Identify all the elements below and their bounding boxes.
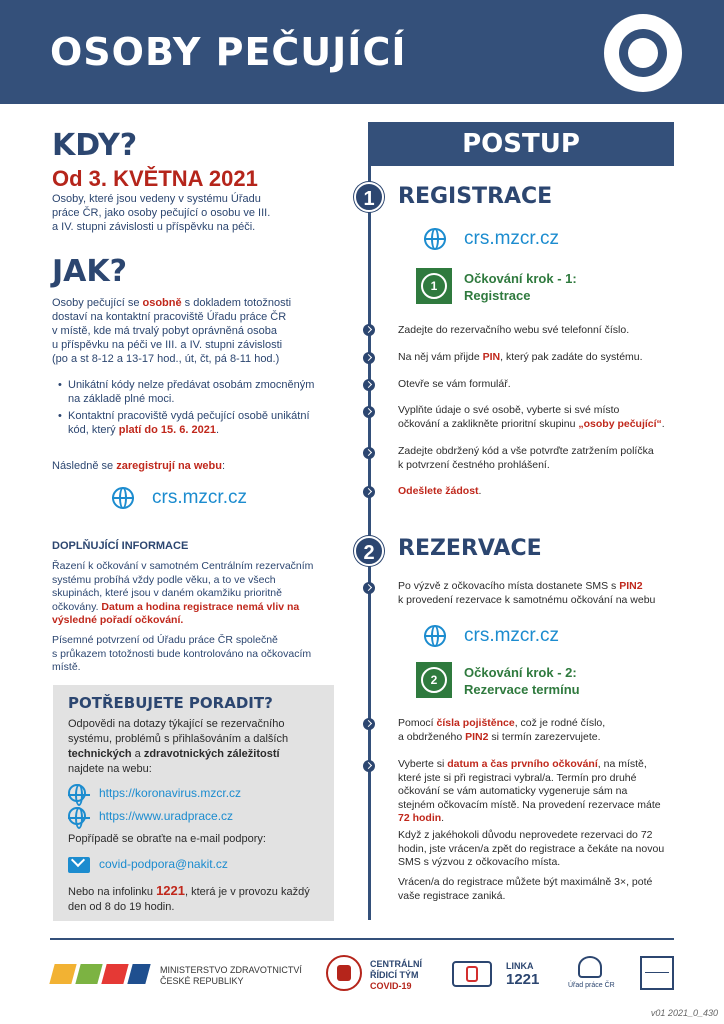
info-line: výsledné pořadí očkování. <box>52 614 184 626</box>
mpsv-logo-icon <box>640 956 674 990</box>
step-number-2: 2 <box>354 536 384 566</box>
globe-icon <box>112 487 134 514</box>
crs-link-registrace[interactable]: crs.mzcr.cz <box>464 228 559 249</box>
header-banner <box>0 0 724 104</box>
kdy-text <box>52 192 342 234</box>
help-text: Odpovědi na dotazy týkající se rezervačního systému, problémů s přihlašováním a dalších technických a zdravotnických záležitostí najdete na webu: <box>68 718 289 775</box>
bullet-item: • Kontaktní pracoviště vydá pečující osobě unikátní kód, který platí do 15. 6. 2021. <box>58 410 310 436</box>
info-text <box>52 560 347 628</box>
step-text: Na něj vám přijde PIN, který pak zadáte do systému. <box>398 351 643 363</box>
step-number-1: 1 <box>354 182 384 212</box>
step-bullet <box>363 447 375 459</box>
up-logo-text: Úřad práce ČR <box>568 982 615 989</box>
globe-icon <box>424 625 446 652</box>
kdy-line: práce ČR, jako osoby pečující o osobu ve III. <box>52 207 271 219</box>
mz-logo-icon <box>52 962 148 986</box>
support-email-link[interactable]: covid-podpora@nakit.cz <box>99 857 228 871</box>
step-bullet <box>363 582 375 594</box>
kdy-line: Osoby, které jsou vedeny v systému Úřadu <box>52 193 261 205</box>
crs-link-left[interactable]: crs.mzcr.cz <box>152 487 247 508</box>
info-line: skupinách, které jsou v daném okamžiku prioritně <box>52 587 282 599</box>
info-line: Řazení k očkování v samotném Centrálním rezervačním <box>52 560 314 572</box>
footer-divider <box>50 938 674 940</box>
crs-link-rezervace[interactable]: crs.mzcr.cz <box>464 625 559 646</box>
step-bullet <box>363 718 375 730</box>
step-text: Zadejte do rezervačního webu své telefonní číslo. <box>398 324 630 336</box>
step-text: Odešlete žádost. <box>398 485 482 497</box>
info-text-2: Písemné potvrzení od Úřadu práce ČR společně s průkazem totožnosti bude kontrolováno na očkovacím místě. <box>52 634 312 673</box>
help-title: POTŘEBUJETE PORADIT? <box>68 694 273 712</box>
step-text: Pomocí čísla pojištěnce, což je rodné číslo, a obdrženého PIN2 si termín zarezervujete. <box>398 717 606 743</box>
step-bullet <box>363 352 375 364</box>
step-text: Po výzvě z očkovacího místa dostanete SMS s PIN2 k provedení rezervace k samotnému očkování na webu <box>398 580 656 606</box>
rezervace-heading: REZERVACE <box>398 536 542 561</box>
mz-logo-text: MINISTERSTVO ZDRAVOTNICTVÍ ČESKÉ REPUBLIKY <box>160 965 302 986</box>
jak-line: (po a st 8-12 a 13-17 hod., út, čt, pá 8-11 hod.) <box>52 353 280 365</box>
koronavirus-link[interactable]: https://koronavirus.mzcr.cz <box>99 786 242 800</box>
step-bullet <box>363 406 375 418</box>
jak-heading: JAK? <box>52 254 128 289</box>
vaccination-step-2-label: Očkování krok - 2: Rezervace termínu <box>464 665 580 697</box>
mail-icon <box>68 857 90 878</box>
globe-icon <box>68 807 86 830</box>
jak-text <box>52 296 347 366</box>
phone-text: Nebo na infolinku 1221, která je v provozu každý den od 8 do 19 hodin. <box>68 883 310 913</box>
vaccination-step-1-label: Očkování krok - 1: Registrace <box>464 271 577 303</box>
step-text: Vrácen/a do registrace můžete být maximálně 3×, poté vaše registrace zaniká. <box>398 876 653 902</box>
step-text: Otevře se vám formulář. <box>398 378 511 390</box>
info-heading: DOPLŇUJÍCÍ INFORMACE <box>52 540 189 552</box>
vaccination-step-2-icon: 2 <box>416 662 452 698</box>
jak-line: v místě, kde má trvalý pobyt oprávněná osoba <box>52 325 278 337</box>
bullet-item: • Unikátní kódy nelze předávat osobám zmocněným na základě plné moci. <box>58 379 315 405</box>
step-bullet <box>363 324 375 336</box>
register-text: Následně se zaregistrují na webu: <box>52 460 226 472</box>
page-title: OSOBY PEČUJÍCÍ <box>50 30 407 74</box>
step-text: Vyplňte údaje o své osobě, vyberte si své místo očkování a zaklikněte prioritní skupinu „osoby pečující“. <box>398 404 665 430</box>
linka-logo-icon <box>452 961 492 987</box>
kdy-line: a IV. stupni závislosti u příspěvku na péči. <box>52 221 256 233</box>
globe-icon <box>68 784 86 807</box>
linka-logo-text: LINKA 1221 <box>506 961 540 988</box>
globe-icon <box>424 228 446 255</box>
jak-line: u příspěvku na péči ve III. a IV. stupni závislosti <box>52 339 283 351</box>
step-bullet <box>363 760 375 772</box>
email-intro: Popřípadě se obraťte na e-mail podpory: <box>68 833 266 845</box>
info-line: očkovány. Datum a hodina registrace nemá vliv na <box>52 600 300 613</box>
uradprace-link[interactable]: https://www.uradprace.cz <box>99 809 234 823</box>
crt-emblem-icon <box>326 955 362 991</box>
jak-line: Osoby pečující se osobně s dokladem totožnosti <box>52 297 292 309</box>
step-text: Když z jakéhokoli důvodu neprovedete rezervaci do 72 hodin, jste vrácen/a zpět do registrace a čekáte na novou SMS s výzvou z očkovacího místa. <box>398 829 665 868</box>
kdy-heading: KDY? <box>52 128 138 163</box>
up-logo-icon <box>578 956 602 978</box>
help-box <box>53 685 334 921</box>
target-logo-icon <box>604 14 682 92</box>
crt-logo-text: CENTRÁLNÍ ŘÍDICÍ TÝM COVID-19 <box>370 959 422 991</box>
vaccination-step-1-icon: 1 <box>416 268 452 304</box>
postup-heading: POSTUP <box>368 122 674 166</box>
step-bullet <box>363 379 375 391</box>
registrace-heading: REGISTRACE <box>398 184 553 209</box>
jak-bullets <box>58 378 348 437</box>
step-bullet <box>363 486 375 498</box>
info-line: systému probíhá vždy podle věku, a to ve všech <box>52 573 276 586</box>
jak-line: dostaví na kontaktní pracoviště Úřadu práce ČR <box>52 311 287 323</box>
step-text: Vyberte si datum a čas prvního očkování, na místě, které jste si při registraci vybral/a. Termín pro druhé očkování se vám automaticky vygeneruje sám na stejném očkovacím místě. Na provedení rezervace máte 72 hodin. <box>398 758 661 824</box>
version-text: v01 2021_0_430 <box>650 1008 718 1018</box>
step-text: Zadejte obdržený kód a vše potvrďte zatržením políčka k potvrzení čestného prohlášení. <box>398 445 654 471</box>
start-date: Od 3. KVĚTNA 2021 <box>52 166 258 191</box>
